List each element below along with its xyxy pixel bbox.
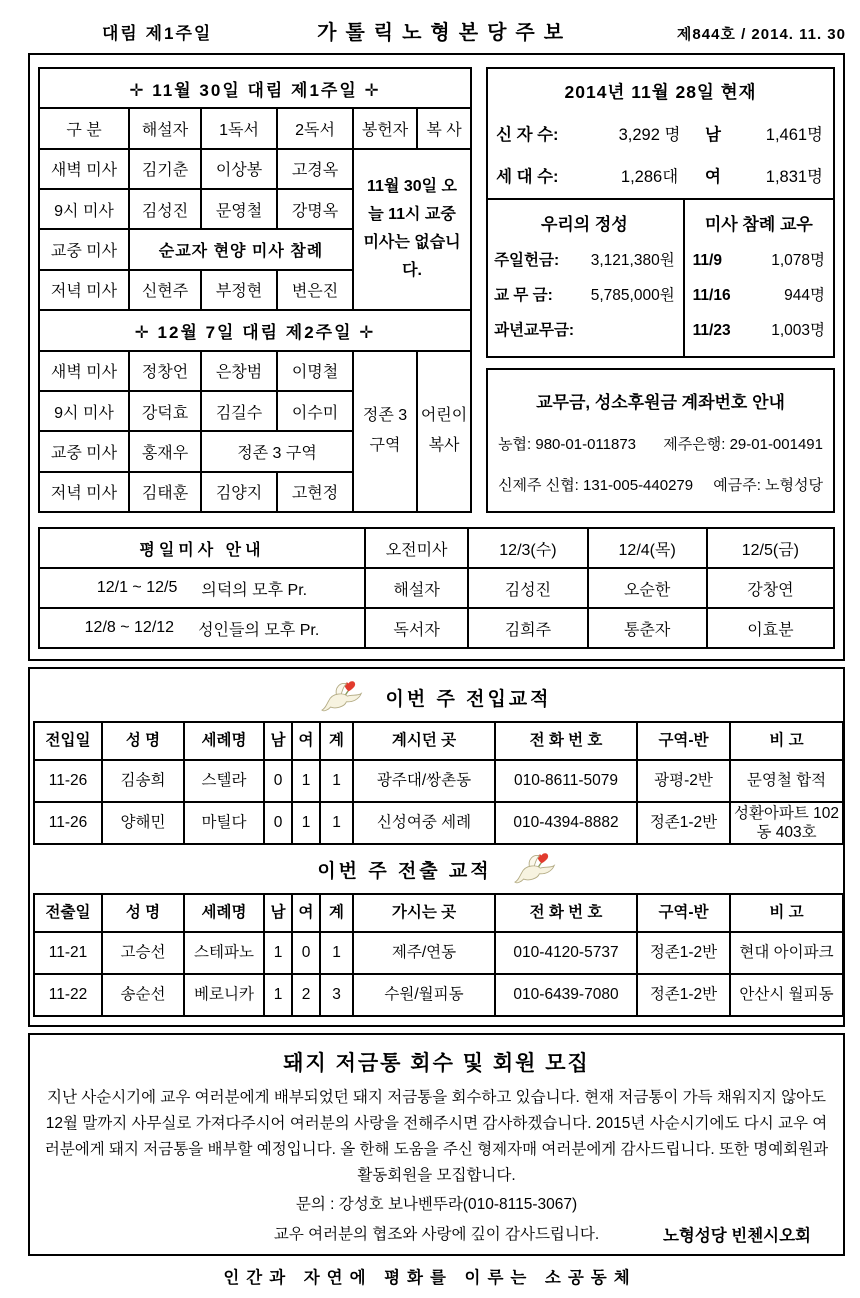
attendance-count: 944명 [784, 287, 825, 304]
cell: 안산시 월피동 [730, 974, 843, 1016]
column-header: 전출일 [34, 894, 102, 932]
column-header: 계 [320, 722, 353, 760]
week-devotion-cell [39, 568, 365, 608]
altar-server-cell: 어린이 복사 [417, 351, 471, 512]
row-label: 저녁 미사 [39, 472, 129, 512]
season-label: 대림 제1주일 [102, 24, 213, 43]
cell: 양해민 [102, 802, 184, 844]
merged-cell: 정존 3 구역 [201, 431, 353, 471]
cell: 11-26 [34, 760, 102, 802]
column-header: 계 [320, 894, 353, 932]
transfer-section [28, 667, 845, 1027]
notice-contact: 문의 : 강성호 보나벤뚜라(010-8115-3067) [295, 1196, 578, 1214]
issue-number: 제844호 / 2014. 11. 30 [676, 26, 846, 43]
offertory-panel [488, 200, 685, 356]
stats-date-title: 2014년 11월 28일 현재 [564, 82, 757, 102]
bank-account-line [498, 433, 823, 454]
bank-account-title: 교무금, 성소후원금 계좌번호 안내 [536, 393, 785, 412]
column-header: 봉헌자 [353, 108, 417, 148]
cell: 김태훈 [129, 472, 201, 512]
cell: 부정현 [201, 270, 277, 310]
cell: 오순한 [588, 568, 707, 608]
cell: 변은진 [277, 270, 353, 310]
cell: 강명옥 [277, 189, 353, 229]
cell: 수원/월피동 [353, 974, 495, 1016]
table-row [39, 608, 834, 648]
bank-account-panel [486, 368, 835, 513]
transfer-in-title: 이번 주 전입교적 [385, 688, 552, 710]
cell: 정존1-2반 [637, 802, 730, 844]
cell: 11-26 [34, 802, 102, 844]
column-header: 해설자 [129, 108, 201, 148]
mass-schedule-table [38, 67, 472, 513]
cell: 통춘자 [588, 608, 707, 648]
offertory-title: 우리의 정성 [540, 215, 628, 234]
offering-group-cell: 정존 3 구역 [353, 351, 417, 512]
cell: 1 [320, 760, 353, 802]
offertory-label: 주일헌금: [494, 252, 560, 269]
parish-stats-panel [486, 67, 835, 358]
column-header: 구 분 [39, 108, 129, 148]
row-label: 9시 미사 [39, 189, 129, 229]
table-row [39, 351, 471, 391]
devotion-name: 성인들의 모후 Pr. [198, 621, 320, 639]
believers-label: 신 자 수: [496, 126, 559, 144]
attendance-row [693, 241, 825, 276]
cell: 정존1-2반 [637, 974, 730, 1016]
jejubank-account: 제주은행: 29-01-001491 [663, 436, 823, 453]
column-header: 여 [292, 722, 320, 760]
cell: 스텔라 [184, 760, 264, 802]
column-header: 비 고 [730, 894, 843, 932]
column-header: 구역-반 [637, 894, 730, 932]
table-row [34, 802, 843, 844]
cell: 010-4394-8882 [495, 802, 637, 844]
column-header: 전 화 번 호 [495, 722, 637, 760]
cell: 스테파노 [184, 932, 264, 974]
cell: 0 [264, 760, 292, 802]
cell: 1 [320, 802, 353, 844]
cell: 1 [264, 932, 292, 974]
week1-title-row [39, 68, 471, 108]
offertory-row [494, 311, 675, 346]
role-cell: 해설자 [365, 568, 468, 608]
cell: 송순선 [102, 974, 184, 1016]
cell: 정존1-2반 [637, 932, 730, 974]
cell: 1 [320, 932, 353, 974]
attendance-row [693, 276, 825, 311]
cell: 010-4120-5737 [495, 932, 637, 974]
column-header: 계시던 곳 [353, 722, 495, 760]
attendance-date: 11/9 [692, 252, 722, 269]
column-header: 세례명 [184, 894, 264, 932]
column-header: 오전미사 [365, 528, 468, 568]
cell: 0 [264, 802, 292, 844]
cell: 김성진 [129, 189, 201, 229]
transfer-out-title: 이번 주 전출 교적 [317, 860, 492, 882]
piggy-bank-notice [28, 1033, 845, 1256]
transfer-out-table [33, 893, 844, 1017]
cell: 김송희 [102, 760, 184, 802]
attendance-title: 미사 참례 교우 [704, 215, 813, 234]
transfer-in-header-row [34, 722, 843, 760]
cell: 문영철 합적 [730, 760, 843, 802]
cell: 베로니카 [184, 974, 264, 1016]
cell: 김길수 [201, 391, 277, 431]
notice-closing-row [44, 1222, 829, 1244]
column-header: 12/3(수) [468, 528, 587, 568]
male-label: 남 [705, 126, 721, 144]
shinhyup-account: 신제주 신협: 131-005-440279 [498, 477, 694, 494]
attendance-count: 1,078명 [771, 252, 825, 269]
row-label: 교중 미사 [39, 229, 129, 269]
date-range: 12/1 ~ 12/5 [96, 579, 178, 596]
dove-heart-icon [514, 851, 556, 887]
cell: 제주/연동 [353, 932, 495, 974]
cell: 고경옥 [277, 149, 353, 189]
cell: 김양지 [201, 472, 277, 512]
week-devotion-cell [39, 608, 365, 648]
cell: 강창연 [707, 568, 834, 608]
cell: 성환아파트 102동 403호 [730, 802, 843, 844]
attendance-date: 11/16 [692, 287, 731, 304]
account-holder: 예금주: 노형성당 [713, 477, 823, 494]
cell: 이명철 [277, 351, 353, 391]
column-header: 1독서 [201, 108, 277, 148]
table-row [34, 760, 843, 802]
table-row [34, 932, 843, 974]
cell: 김성진 [468, 568, 587, 608]
week1-header-row [39, 108, 471, 148]
column-header: 성 명 [102, 722, 184, 760]
column-header: 전 화 번 호 [495, 894, 637, 932]
offertory-row [494, 276, 675, 311]
cell: 1 [264, 974, 292, 1016]
column-header: 비 고 [730, 722, 843, 760]
date-range: 12/8 ~ 12/12 [84, 619, 175, 636]
cell: 010-6439-7080 [495, 974, 637, 1016]
attendance-date: 11/23 [692, 322, 731, 339]
column-header: 세례명 [184, 722, 264, 760]
believers-value: 3,292 명 [618, 126, 681, 144]
cell: 문영철 [201, 189, 277, 229]
attendance-panel [685, 200, 833, 356]
households-row [488, 154, 833, 196]
female-label: 여 [705, 168, 721, 186]
row-label: 교중 미사 [39, 431, 129, 471]
column-header: 성 명 [102, 894, 184, 932]
cell: 2 [292, 974, 320, 1016]
transfer-out-header-row [34, 894, 843, 932]
cell: 1 [292, 760, 320, 802]
row-label: 새벽 미사 [39, 351, 129, 391]
cell: 이상봉 [201, 149, 277, 189]
devotion-name: 의덕의 모후 Pr. [201, 581, 308, 599]
attendance-row [693, 311, 825, 346]
cell: 3 [320, 974, 353, 1016]
table-row [39, 568, 834, 608]
cell: 김기춘 [129, 149, 201, 189]
cell: 1 [292, 802, 320, 844]
cell: 이수미 [277, 391, 353, 431]
cell: 고현정 [277, 472, 353, 512]
believers-row [488, 112, 833, 154]
column-header: 복 사 [417, 108, 471, 148]
stats-column [486, 67, 835, 513]
weekday-table-title: 평일미사 안내 [39, 528, 365, 568]
row-label: 새벽 미사 [39, 149, 129, 189]
bank-account-line [498, 474, 823, 495]
week1-title: ✛ 11월 30일 대림 제1주일 ✛ [39, 68, 471, 108]
column-header: 여 [292, 894, 320, 932]
cell: 11-22 [34, 974, 102, 1016]
column-header: 2독서 [277, 108, 353, 148]
households-label: 세 대 수: [496, 168, 559, 186]
male-value: 1,461명 [765, 126, 823, 144]
cell: 0 [292, 932, 320, 974]
table-row [39, 149, 471, 189]
cell: 신성여중 세례 [353, 802, 495, 844]
row-label: 저녁 미사 [39, 270, 129, 310]
offertory-row [494, 241, 675, 276]
cell: 010-8611-5079 [495, 760, 637, 802]
offertory-label: 교 무 금: [494, 287, 553, 304]
notice-title: 돼지 저금통 회수 및 회원 모집 [283, 1052, 590, 1075]
cell: 강덕효 [129, 391, 201, 431]
cell: 홍재우 [129, 431, 201, 471]
week2-title: ✛ 12월 7일 대림 제2주일 ✛ [39, 310, 471, 350]
cell: 정창언 [129, 351, 201, 391]
cell: 은창범 [201, 351, 277, 391]
column-header: 전입일 [34, 722, 102, 760]
cell: 마틸다 [184, 802, 264, 844]
column-header: 구역-반 [637, 722, 730, 760]
offertory-label: 과년교무금: [494, 322, 575, 339]
parish-motto: 인간과 자연에 평화를 이루는 소공동체 [223, 1269, 637, 1288]
notice-signature: 노형성당 빈첸시오회 [662, 1227, 811, 1246]
cell: 현대 아이파크 [730, 932, 843, 974]
column-header: 남 [264, 722, 292, 760]
nonghyup-account: 농협: 980-01-011873 [498, 436, 637, 453]
dove-heart-icon [321, 679, 363, 715]
cell: 광평-2반 [637, 760, 730, 802]
table-row [34, 974, 843, 1016]
cell: 11-21 [34, 932, 102, 974]
role-cell: 독서자 [365, 608, 468, 648]
offertory-value: 5,785,000원 [590, 287, 675, 304]
column-header: 12/4(목) [588, 528, 707, 568]
offertory-value: 3,121,380원 [590, 252, 675, 269]
column-header: 12/5(금) [707, 528, 834, 568]
notice-closing: 교우 여러분의 협조와 사랑에 깊이 감사드립니다. [273, 1226, 600, 1244]
cell: 신현주 [129, 270, 201, 310]
bulletin-title: 가톨릭노형본당주보 [317, 22, 573, 44]
schedule-section [28, 53, 845, 661]
transfer-in-table [33, 721, 844, 845]
cell: 고승선 [102, 932, 184, 974]
week2-title-row [39, 310, 471, 350]
cell: 광주대/쌍촌동 [353, 760, 495, 802]
female-value: 1,831명 [765, 168, 823, 186]
column-header: 남 [264, 894, 292, 932]
transfer-out-title-row [33, 845, 840, 893]
weekday-mass-table [38, 527, 835, 649]
cell: 이효분 [707, 608, 834, 648]
row-label: 9시 미사 [39, 391, 129, 431]
households-value: 1,286대 [620, 168, 679, 186]
merged-cell: 순교자 현양 미사 참례 [129, 229, 353, 269]
attendance-count: 1,003명 [771, 322, 825, 339]
no-mass-notice: 11월 30일 오늘 11시 교중미사는 없습니다. [353, 149, 471, 310]
notice-body: 지난 사순시기에 교우 여러분에게 배부되었던 돼지 저금통을 회수하고 있습니다. 현재 저금통이 가득 채워지지 않아도 12월 말까지 사무실로 가져다주시어 여러분의 사랑을 전해주시면 감사하겠습니다. 2015년 사순시기에도 다시 교우 여러분에게 돼지 저금통을 배부할 예정입니다. 올 한해 도움을 주신 형제자매 여러분에게 감사드립니다. 또한 명예회원과 활동회원을 모집합니다. [44, 1089, 829, 1185]
transfer-in-title-row [33, 673, 840, 721]
masthead [0, 0, 860, 53]
cell: 김희주 [468, 608, 587, 648]
weekday-header-row [39, 528, 834, 568]
column-header: 가시는 곳 [353, 894, 495, 932]
